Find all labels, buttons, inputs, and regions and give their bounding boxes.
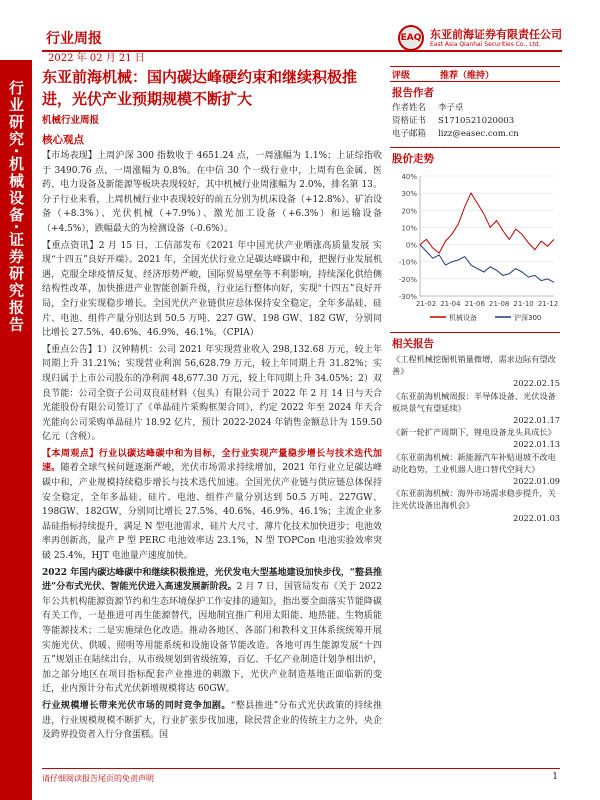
stock-chart-svg [390,168,560,328]
chart-ytick-label: 40% [401,173,417,181]
paragraph-announcements: 【重点公告】1）汉钟精机：公司 2021 年实现营业收入 298,132.68 万元，较上年同期上升 31.21%；实现营业利润 56,628.79 万元，较上年同期上升 31.82%；实现归属于上市公司股东的净利润 48,677.30 万元，较上年同期上升 34.05%；2）双良节能：公司全资子公司双良硅材料（包头）有限公司于 2022 年 2 月 14 日与天合光能股份有限公司签订了《单晶硅片采购框架合同》，约定 2022 年至 2024 年天合光能向公司采购单晶硅片 18.92 亿片，预计 2022-2024 年销售金额总计为 159.50 亿元（含税）。 [42,344,382,443]
analyst-row: 电子邮箱 lizz@easec.com.cn [392,129,519,139]
rating-value: 推荐（维持） [440,70,495,81]
chart-ytick-label: -10% [398,258,417,267]
chart-ytick-label: 0% [405,241,417,250]
paragraph-market: 【市场表现】上周沪深 300 指数收于 4651.24 点，一周涨幅为 1.1%；上证综指收于 3490.76 点，一周涨幅为 0.8%。在中信 30 个一级行业中，上周有色金属、医药、电力设备及新能源等板块表现较好，其中机械行业周涨幅为 2.0%，排名第 13。分子行业来看，上周机械行业中表现较好的前五分别为机床设备（+12.8%）、矿冶设备（+8.3%）、光伏机械（+7.9%）、激光加工设备（+6.3%）和运输设备（+4.5%），跌幅最大的为检测设备（-0.6%）。 [42,151,382,234]
view-lead: 【本周观点】行业以碳达峰碳中和为目标，全行业实现产量稳步增长与技术迭代加速。 [42,448,382,474]
analyst-section-title: 报告作者 [390,81,560,102]
analyst-row: 资格证书 S1710521020003 [392,116,515,126]
chart-ytick-label: -30% [398,293,417,301]
related-section-title: 相关报告 [390,332,560,353]
competition-lead: 行业规模增长带来光伏市场的同时竞争加剧。 [42,700,231,711]
report-type: 行业周报 [46,31,102,47]
footer-disclaimer: 请仔细阅读报告尾页的免责声明 [42,768,560,784]
chart-xtick-label: 21-12 [537,300,559,308]
rating-label: 评级 [392,70,411,81]
chart-ytick-label: 10% [401,224,417,233]
sidebar [0,60,32,800]
related-item[interactable]: 《东亚前海机械：海外市场需求稳步提升，关注光伏设备出海机会》 2022.01.03 [392,488,560,523]
paragraph-news: 【重点资讯】2 月 15 日，工信部发布《2021 年中国光伏产业晒涨高质量发展 实现“十四五”良好开端》。2021 年，全国光伏行业立足碳达峰碳中和，把握行业发展机遇，克服全球疫情反复、经济形势严峻，国际贸易壁垒等不利影响，持续深化供给侧结构性改革，加快推进产业智能创新升级，行业运行整体向好，实现“十四五”良好开局，全行业实现稳步增长。全国光伏产业链供应总体保持安全稳定，全年多晶硅、硅片、电池、组件产量分别达到 50.5 万吨、227 GW、198 GW、182 GW，分别同比增长 27.5%、40.6%、46.9%、46.1%。（CPIA） [42,240,382,339]
chart-xtick-label: 21-08 [489,300,510,308]
logo-en: East Asia Qianhai Securities Co., Ltd. [430,41,541,48]
chart-xtick-label: 21-10 [513,300,534,308]
competition-body: “整县推进”分布式光伏政策的持续推进，行业规模规模不断扩大，行业扩张步伐加速，除民营企业的传统主力之外，央企及跨界投资者入行分食蛋糕。国 [42,700,382,741]
report-date: 2022 年 02 月 21 日 [48,53,145,64]
chart-ytick-label: -20% [398,275,417,284]
paragraph-competition [42,699,382,743]
logo-mark-icon: EAQ [398,25,424,51]
policy-lead: 2022 年国内碳达峰碳中和继续积极推进，光伏发电大型基地建设加快步伐，“整县推进”分布式光伏、智能光伏进入高速发展新阶段。 [42,567,382,593]
analyst-list [390,102,560,141]
analyst-email[interactable]: lizz@easec.com.cn [438,129,519,139]
paragraph-policy [42,566,382,697]
related-list [390,353,560,524]
main-column [42,66,382,743]
header-bar [42,10,562,52]
chart-section-title: 股价走势 [390,147,560,168]
company-logo [398,24,562,52]
side-column [390,66,560,524]
related-item[interactable]: 《新一轮扩产周期下，锂电设备龙头具成长》 2022.01.13 [392,427,560,450]
logo-cn: 东亚前海证券有限责任公司 [430,28,562,41]
chart-legend-label: 沪深300 [514,314,542,322]
chart-series-line [420,193,554,253]
page-number: 1 [552,772,558,782]
page-title: 东亚前海机械：国内碳达峰硬约束和继续积极推进，光伏产业预期规模不断扩大 [42,68,358,108]
core-heading: 核心观点 [42,134,84,146]
related-item[interactable]: 《东亚前海机械：新能源汽车补贴退坡不改电动化趋势，工业机器人进口替代空间大》 2022.01.09 [392,451,560,487]
related-item[interactable]: 《东亚前海机械周报：半导体设备、光伏设备板块景气有望延续》 2022.01.17 [392,390,560,426]
chart-xtick-label: 21-04 [440,300,461,308]
paragraph-view [42,447,382,564]
subtitle: 机械行业周报 [42,115,100,126]
view-body: 随着全球气候问题逐渐严峻，光伏市场需求持续增加，2021 年行业立足碳达峰碳中和，产业规模持续稳步增长与技术迭代加速。全国光伏产业链与供应链总体保持安全稳定，全年多晶硅、硅片、电池、组件产量分别达到 50.5 万吨、227GW、198GW、182GW，分别同比增长 27.5%、40.6%、46.9%、46.1%；主流企业多晶硅指标持续提升，满足 N 型电池需求，硅片大尺寸、薄片化技术加快进步；电池效率再创新高，量产 P 型 PERC 电池效率达 23.1%，N 型 TOPCon 电池实验效率突破 25.4%，HJT 电池量产速度加快。 [42,463,382,562]
policy-body: 2 月 7 日，国管局发布《关于 2022 年公共机构能源资源节约和生态环境保护工作安排的通知》，指出要全面落实节能降碳有关工作，一是推进可再生能源替代，因地制宜推广利用太阳能、地热能、生物质能等能源技术；二是实施绿色化改造。推动各地区、各部门和教科文卫体系统统筹开展实施光伏、供暖、照明等用能系统和设施设备节能改造。各地可再生能源发展“十四五”规划正在陆续出台，从市级规划到省级统筹，百亿、千亿产业制造计划争相出炉，加之部分地区在项目指标配套产业推进的刺激下，光伏产业制造基地正面临新的变迁，业内预计分布式光伏新增规模将达 60GW。 [42,582,382,695]
analyst-row: 作者姓名 李子卓 [392,103,464,113]
sidebar-text: 行业研究·机械设备·证券研究报告 [7,80,25,334]
chart-ytick-label: 30% [401,190,417,199]
stock-chart [390,168,560,328]
chart-legend-label: 机械设备 [449,314,477,322]
chart-ytick-label: 20% [401,207,417,216]
rating-row [390,67,560,81]
chart-xtick-label: 21-06 [464,300,485,308]
chart-xtick-label: 21-02 [415,300,437,308]
related-item[interactable]: 《工程机械挖掘机销量微增，需求边际有望改善》 2022.02.15 [392,354,560,389]
